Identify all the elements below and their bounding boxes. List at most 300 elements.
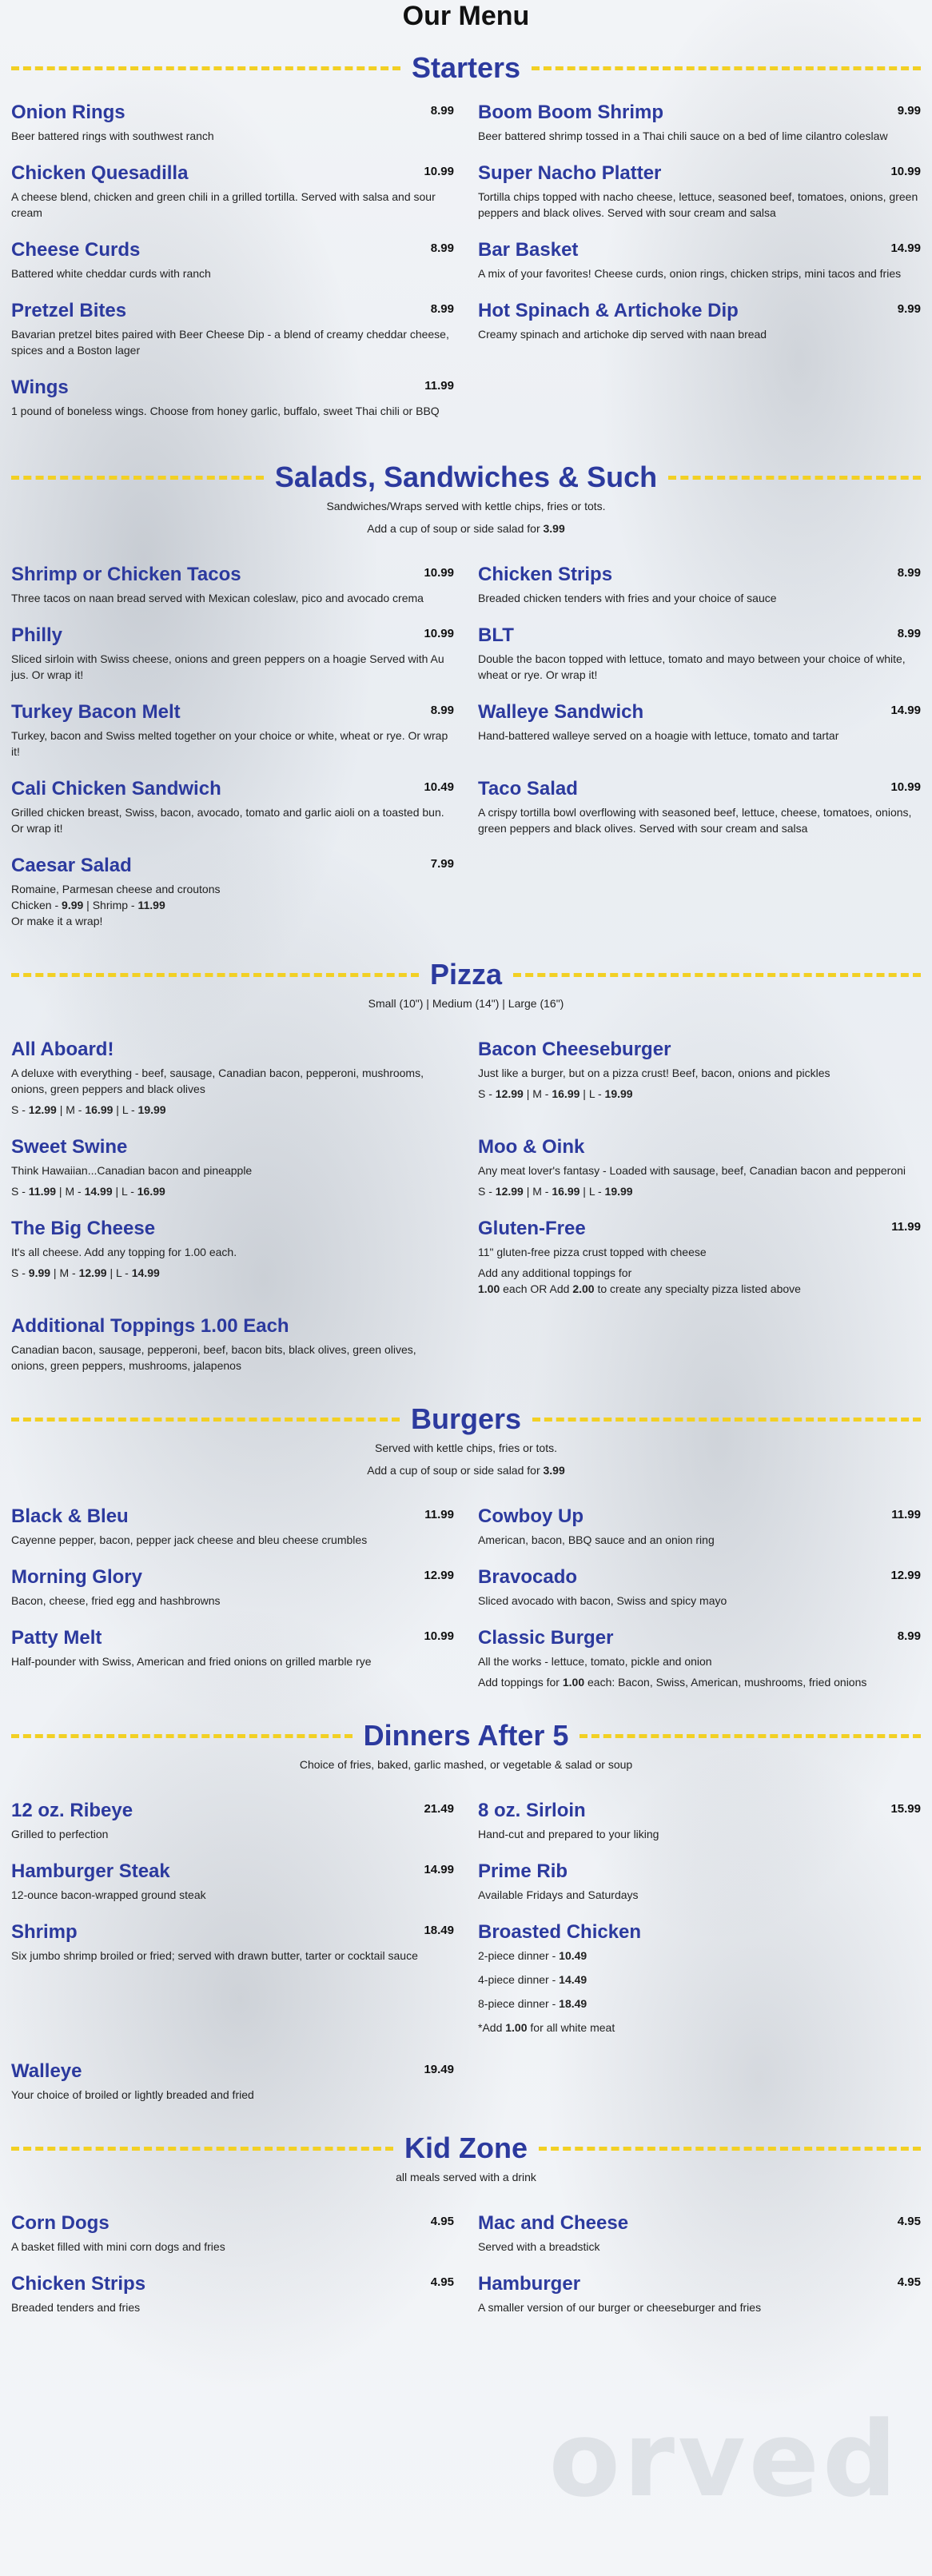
section-title: Pizza — [429, 958, 503, 991]
item-name: Broasted Chicken — [478, 1921, 642, 1943]
menu-grid — [11, 2060, 921, 2103]
item-price: 10.99 — [890, 780, 921, 794]
item-head — [478, 238, 921, 262]
item-head — [478, 1505, 921, 1529]
item-name: Mac and Cheese — [478, 2212, 629, 2234]
item-name: 8 oz. Sirloin — [478, 1800, 586, 1821]
item-name: BLT — [478, 624, 514, 646]
size-label: S - — [11, 1266, 29, 1279]
item-head — [478, 1920, 921, 1944]
menu-item — [11, 1217, 454, 1297]
item-price: 10.99 — [424, 1629, 454, 1643]
divider-left — [11, 66, 400, 70]
item-name: Onion Rings — [11, 102, 125, 123]
item-price: 18.49 — [424, 1924, 454, 1937]
item-desc — [11, 1244, 454, 1281]
desc-price: 2.00 — [572, 1282, 595, 1295]
item-desc: Beer battered shrimp tossed in a Thai chili sauce on a bed of lime cilantro coleslaw — [478, 130, 888, 142]
size-price: 14.99 — [84, 1185, 113, 1198]
item-name: Hamburger — [478, 2273, 581, 2295]
item-head — [478, 2211, 921, 2235]
menu-item — [478, 2211, 921, 2255]
desc-text: 2-piece dinner - — [478, 1949, 560, 1962]
desc-line: Or make it a wrap! — [11, 915, 103, 927]
item-desc — [478, 1162, 921, 1199]
menu-item — [11, 700, 454, 760]
item-desc — [478, 1244, 921, 1297]
item-name: Shrimp or Chicken Tacos — [11, 564, 241, 585]
menu-item — [11, 238, 454, 281]
size-price: 12.99 — [495, 1087, 524, 1100]
menu-item — [478, 1038, 921, 1118]
desc-price: 1.00 — [505, 2021, 528, 2034]
item-desc: Turkey, bacon and Swiss melted together on your choice or white, wheat or rye. Or wrap it! — [11, 729, 448, 758]
menu-grid — [11, 854, 921, 929]
item-price: 8.99 — [430, 704, 454, 717]
item-price: 11.99 — [891, 1220, 921, 1234]
note-text: Add a cup of soup or side salad for — [367, 1464, 544, 1477]
menu-item — [11, 1505, 454, 1548]
item-name: Pretzel Bites — [11, 300, 127, 321]
desc-text: Chicken - — [11, 899, 62, 911]
section-title: Kid Zone — [404, 2131, 528, 2164]
desc-text: | Shrimp - — [83, 899, 138, 911]
section-note: Small (10") | Medium (14") | Large (16") — [368, 997, 564, 1010]
item-desc: Hand-battered walleye served on a hoagie with lettuce, tomato and tartar — [478, 729, 839, 742]
item-desc: 12-ounce bacon-wrapped ground steak — [11, 1888, 206, 1901]
desc-line — [478, 1281, 921, 1297]
item-head — [11, 376, 454, 400]
size-label: | M - — [56, 1103, 86, 1116]
item-head — [11, 854, 454, 878]
item-head — [478, 1217, 921, 1241]
item-head — [11, 161, 454, 185]
section-title: Salads, Sandwiches & Such — [274, 461, 658, 493]
item-price: 21.49 — [424, 1802, 454, 1816]
item-head — [478, 1626, 921, 1650]
size-price: 12.99 — [495, 1185, 524, 1198]
section-note: Served with kettle chips, fries or tots. — [375, 1442, 557, 1454]
item-desc — [11, 1065, 454, 1118]
item-head — [11, 1135, 454, 1159]
item-head — [11, 1038, 454, 1062]
item-price: 4.95 — [430, 2215, 454, 2228]
item-desc: A basket filled with mini corn dogs and fries — [11, 2240, 225, 2253]
item-name: Cowboy Up — [478, 1505, 583, 1527]
item-desc: A cheese blend, chicken and green chili in a grilled tortilla. Served with salsa and sour cream — [11, 190, 436, 219]
size-price: 14.99 — [131, 1266, 160, 1279]
item-desc: Breaded chicken tenders with fries and your choice of sauce — [478, 592, 777, 604]
item-price: 11.99 — [891, 1508, 921, 1521]
item-desc: Six jumbo shrimp broiled or fried; served with drawn butter, tarter or cocktail sauce — [11, 1949, 418, 1962]
menu-item — [478, 1626, 921, 1690]
divider-right — [580, 1734, 921, 1738]
menu-grid — [11, 1314, 921, 1374]
bg-watermark: orved — [548, 2399, 900, 2520]
item-name: Chicken Quesadilla — [11, 162, 189, 184]
desc-text: 8-piece dinner - — [478, 1997, 560, 2010]
item-head — [11, 1920, 454, 1944]
section-header — [11, 461, 921, 494]
item-name: Bacon Cheeseburger — [478, 1039, 671, 1060]
item-desc — [478, 1948, 921, 2036]
item-name: Super Nacho Platter — [478, 162, 662, 184]
divider-left — [11, 973, 419, 977]
menu-item — [478, 101, 921, 144]
menu-item — [478, 1505, 921, 1548]
item-head — [11, 1314, 454, 1338]
section-header — [11, 1402, 921, 1436]
size-label: S - — [11, 1103, 29, 1116]
item-name: Shrimp — [11, 1921, 78, 1943]
item-desc: Grilled to perfection — [11, 1828, 109, 1840]
desc-line — [478, 2020, 921, 2036]
item-price: 10.99 — [424, 566, 454, 580]
menu-item — [11, 101, 454, 144]
menu-grid — [11, 2211, 921, 2315]
menu-grid — [11, 101, 921, 419]
item-desc: Served with a breadstick — [478, 2240, 600, 2253]
divider-right — [532, 66, 921, 70]
note-price: 3.99 — [543, 1464, 565, 1477]
menu-item — [478, 1920, 921, 2036]
item-desc — [478, 1653, 921, 1690]
section-note: all meals served with a drink — [396, 2171, 536, 2183]
item-price: 9.99 — [897, 302, 921, 316]
section-note: Sandwiches/Wraps served with kettle chips, fries or tots. — [326, 500, 606, 512]
size-label: | M - — [50, 1266, 79, 1279]
item-name: 12 oz. Ribeye — [11, 1800, 133, 1821]
desc-text: for all white meat — [527, 2021, 615, 2034]
section-header — [11, 958, 921, 991]
section-title: Dinners After 5 — [363, 1719, 569, 1752]
desc-text: each OR Add — [500, 1282, 573, 1295]
item-head — [11, 2060, 454, 2084]
menu-grid — [11, 1505, 921, 1690]
item-name: Black & Bleu — [11, 1505, 129, 1527]
item-name: Philly — [11, 624, 63, 646]
item-name: Morning Glory — [11, 1566, 142, 1588]
item-price: 14.99 — [890, 241, 921, 255]
menu-item — [478, 2272, 921, 2315]
item-desc: A crispy tortilla bowl overflowing with seasoned beef, lettuce, cheese, tomatoes, onions, green peppers and black olives. Served with sour cream and salsa — [478, 806, 912, 835]
item-head — [478, 1038, 921, 1062]
size-label: | L - — [580, 1185, 605, 1198]
item-head — [11, 1505, 454, 1529]
item-desc: Sliced sirloin with Swiss cheese, onions and green peppers on a hoagie Served with Au jus. Or wrap it! — [11, 652, 444, 681]
menu-item — [478, 1217, 921, 1297]
item-head — [11, 1626, 454, 1650]
item-name: Patty Melt — [11, 1627, 102, 1649]
item-head — [11, 1217, 454, 1241]
size-prices — [478, 1086, 921, 1102]
size-price: 16.99 — [137, 1185, 165, 1198]
section-pizza — [0, 958, 932, 1374]
divider-left — [11, 2147, 393, 2151]
size-price: 16.99 — [85, 1103, 114, 1116]
menu-grid — [11, 563, 921, 836]
item-head — [11, 1565, 454, 1589]
menu-item — [478, 700, 921, 760]
item-desc — [478, 1065, 921, 1102]
menu-item — [478, 1135, 921, 1199]
item-head — [11, 624, 454, 648]
desc-price: 10.49 — [559, 1949, 587, 1962]
size-label: S - — [478, 1185, 496, 1198]
size-price: 19.99 — [137, 1103, 166, 1116]
item-desc: Creamy spinach and artichoke dip served with naan bread — [478, 328, 767, 341]
divider-left — [11, 1734, 352, 1738]
item-desc: Grilled chicken breast, Swiss, bacon, avocado, tomato and garlic aioli on a toasted bun. Or wrap it! — [11, 806, 444, 835]
item-desc — [11, 1162, 454, 1199]
item-price: 12.99 — [890, 1569, 921, 1582]
item-head — [478, 563, 921, 587]
item-head — [478, 2272, 921, 2296]
item-desc: Double the bacon topped with lettuce, tomato and mayo between your choice of white, wheat or rye. Or wrap it! — [478, 652, 906, 681]
item-desc: Three tacos on naan bread served with Mexican coleslaw, pico and avocado crema — [11, 592, 424, 604]
item-head — [478, 161, 921, 185]
size-price: 16.99 — [552, 1087, 580, 1100]
item-name: Corn Dogs — [11, 2212, 110, 2234]
menu-item — [11, 2272, 454, 2315]
section-dinners — [0, 1719, 932, 2103]
size-prices — [11, 1183, 454, 1199]
size-prices — [11, 1102, 454, 1118]
item-desc: Bavarian pretzel bites paired with Beer Cheese Dip - a blend of creamy cheddar cheese, spices and a Boston lager — [11, 328, 449, 357]
menu-item — [11, 376, 454, 419]
divider-left — [11, 476, 264, 480]
size-price: 9.99 — [28, 1266, 51, 1279]
size-label: | L - — [580, 1087, 605, 1100]
item-name: Walleye — [11, 2060, 82, 2082]
size-prices — [478, 1183, 921, 1199]
item-head — [478, 700, 921, 724]
item-price: 8.99 — [430, 241, 454, 255]
item-name: Bravocado — [478, 1566, 578, 1588]
section-note — [11, 521, 921, 536]
desc-line — [478, 1972, 921, 1988]
item-name: Boom Boom Shrimp — [478, 102, 663, 123]
item-head — [478, 777, 921, 801]
desc-line — [11, 897, 454, 913]
item-name: Cheese Curds — [11, 239, 141, 261]
menu-grid — [11, 1799, 921, 2036]
item-price: 10.49 — [424, 780, 454, 794]
item-desc: Breaded tenders and fries — [11, 2301, 141, 2314]
menu-item — [478, 1860, 921, 1903]
item-name: Taco Salad — [478, 778, 578, 800]
size-label: | L - — [106, 1266, 132, 1279]
menu-item — [11, 1565, 454, 1609]
section-header — [11, 1719, 921, 1753]
item-desc: Battered white cheddar curds with ranch — [11, 267, 211, 280]
item-head — [11, 1799, 454, 1823]
desc-line: Think Hawaiian...Canadian bacon and pineapple — [11, 1164, 253, 1177]
item-head — [478, 624, 921, 648]
item-name: Hamburger Steak — [11, 1860, 170, 1882]
item-head — [11, 238, 454, 262]
item-price: 15.99 — [890, 1802, 921, 1816]
item-price: 4.95 — [430, 2275, 454, 2289]
desc-price: 9.99 — [62, 899, 84, 911]
desc-text: 4-piece dinner - — [478, 1973, 560, 1986]
size-label: S - — [478, 1087, 496, 1100]
item-price: 8.99 — [430, 302, 454, 316]
menu-item — [11, 624, 454, 683]
desc-line: A deluxe with everything - beef, sausage, Canadian bacon, pepperoni, mushrooms, onions, green peppers and black olives — [11, 1067, 424, 1095]
size-price: 16.99 — [552, 1185, 580, 1198]
item-price: 8.99 — [897, 627, 921, 640]
item-name: Moo & Oink — [478, 1136, 585, 1158]
menu-item — [11, 1314, 454, 1374]
item-name: Caesar Salad — [11, 855, 132, 876]
item-head — [11, 1860, 454, 1884]
item-price: 4.95 — [897, 2275, 921, 2289]
section-title: Starters — [411, 51, 521, 84]
item-head — [11, 777, 454, 801]
item-desc: A mix of your favorites! Cheese curds, onion rings, chicken strips, mini tacos and fries — [478, 267, 902, 280]
item-desc: Tortilla chips topped with nacho cheese, lettuce, seasoned beef, tomatoes, onions, green peppers and black olives. Served with sour cream and salsa — [478, 190, 918, 219]
item-price: 8.99 — [897, 1629, 921, 1643]
size-price: 19.99 — [604, 1087, 633, 1100]
divider-right — [539, 2147, 921, 2151]
item-desc: Beer battered rings with southwest ranch — [11, 130, 214, 142]
menu-item — [11, 1135, 454, 1199]
item-name: Chicken Strips — [478, 564, 613, 585]
menu-item — [11, 777, 454, 836]
menu-item — [11, 2211, 454, 2255]
item-head — [478, 1860, 921, 1884]
size-label: | M - — [523, 1087, 552, 1100]
size-price: 12.99 — [28, 1103, 57, 1116]
item-desc — [11, 881, 454, 929]
desc-price: 18.49 — [559, 1997, 587, 2010]
desc-line: Just like a burger, but on a pizza crust! Beef, bacon, onions and pickles — [478, 1067, 830, 1079]
section-header — [11, 2131, 921, 2165]
desc-line: 11" gluten-free pizza crust topped with cheese — [478, 1246, 707, 1258]
item-head — [478, 1799, 921, 1823]
menu-item — [11, 1038, 454, 1118]
size-label: | L - — [112, 1185, 137, 1198]
item-desc: Half-pounder with Swiss, American and fried onions on grilled marble rye — [11, 1655, 372, 1668]
desc-price: 1.00 — [562, 1676, 585, 1689]
divider-right — [532, 1418, 921, 1422]
desc-text: Add toppings for — [478, 1676, 563, 1689]
menu-item — [478, 563, 921, 606]
menu-item — [11, 1799, 454, 1842]
item-price: 8.99 — [430, 104, 454, 118]
section-kids — [0, 2131, 932, 2315]
desc-line — [478, 1674, 921, 1690]
menu-grid — [11, 1038, 921, 1297]
size-price: 12.99 — [78, 1266, 107, 1279]
section-note — [11, 1463, 921, 1477]
divider-right — [668, 476, 921, 480]
item-desc: Cayenne pepper, bacon, pepper jack cheese and bleu cheese crumbles — [11, 1533, 368, 1546]
item-desc: Sliced avocado with bacon, Swiss and spicy mayo — [478, 1594, 727, 1607]
desc-line: Add any additional toppings for — [478, 1266, 632, 1279]
menu-item — [11, 1860, 454, 1903]
item-head — [11, 299, 454, 323]
item-name: Classic Burger — [478, 1627, 614, 1649]
item-price: 10.99 — [424, 627, 454, 640]
menu-item — [478, 777, 921, 836]
note-price: 3.99 — [543, 522, 565, 535]
item-name: Additional Toppings 1.00 Each — [11, 1315, 289, 1337]
section-header — [11, 51, 921, 85]
menu-item — [478, 161, 921, 221]
item-head — [478, 1135, 921, 1159]
item-name: Walleye Sandwich — [478, 701, 644, 723]
menu-item — [11, 161, 454, 221]
size-label: | L - — [113, 1103, 138, 1116]
item-desc: Bacon, cheese, fried egg and hashbrowns — [11, 1594, 221, 1607]
item-price: 10.99 — [424, 165, 454, 178]
item-price: 7.99 — [430, 857, 454, 871]
menu-item — [11, 299, 454, 358]
size-price: 11.99 — [28, 1185, 57, 1198]
size-price: 19.99 — [604, 1185, 633, 1198]
item-desc: 1 pound of boneless wings. Choose from honey garlic, buffalo, sweet Thai chili or BBQ — [11, 405, 440, 417]
item-name: The Big Cheese — [11, 1218, 156, 1239]
item-price: 14.99 — [424, 1863, 454, 1876]
desc-price: 1.00 — [478, 1282, 500, 1295]
menu-item — [11, 563, 454, 606]
item-price: 9.99 — [897, 104, 921, 118]
section-title: Burgers — [410, 1402, 522, 1435]
item-desc: A smaller version of our burger or cheeseburger and fries — [478, 2301, 762, 2314]
menu-item — [11, 854, 454, 929]
item-desc: Available Fridays and Saturdays — [478, 1888, 639, 1901]
item-desc: Hand-cut and prepared to your liking — [478, 1828, 659, 1840]
item-head — [11, 101, 454, 125]
item-head — [478, 101, 921, 125]
menu-item — [11, 1626, 454, 1690]
item-price: 8.99 — [897, 566, 921, 580]
divider-left — [11, 1418, 400, 1422]
desc-line: All the works - lettuce, tomato, pickle and onion — [478, 1655, 712, 1668]
desc-line: It's all cheese. Add any topping for 1.00 each. — [11, 1246, 237, 1258]
menu-item — [478, 299, 921, 358]
section-burgers — [0, 1402, 932, 1690]
item-desc: American, bacon, BBQ sauce and an onion ring — [478, 1533, 715, 1546]
desc-line — [478, 1948, 921, 1964]
menu-item — [478, 1799, 921, 1842]
desc-price: 14.49 — [559, 1973, 587, 1986]
item-name: Wings — [11, 377, 69, 398]
size-label: | M - — [56, 1185, 85, 1198]
item-head — [11, 2211, 454, 2235]
item-price: 11.99 — [424, 1508, 454, 1521]
item-name: Turkey Bacon Melt — [11, 701, 181, 723]
size-label: S - — [11, 1185, 29, 1198]
section-starters — [0, 51, 932, 419]
item-price: 10.99 — [890, 165, 921, 178]
item-name: Sweet Swine — [11, 1136, 128, 1158]
desc-line: Romaine, Parmesan cheese and croutons — [11, 883, 221, 895]
item-price: 12.99 — [424, 1569, 454, 1582]
menu-item — [478, 1565, 921, 1609]
item-price: 19.49 — [424, 2063, 454, 2076]
item-head — [478, 299, 921, 323]
item-name: Gluten-Free — [478, 1218, 586, 1239]
item-head — [11, 2272, 454, 2296]
desc-text: *Add — [478, 2021, 506, 2034]
desc-price: 11.99 — [137, 899, 165, 911]
desc-line: Any meat lover's fantasy - Loaded with sausage, beef, Canadian bacon and pepperoni — [478, 1164, 906, 1177]
section-salads — [0, 461, 932, 929]
desc-line — [478, 1996, 921, 2012]
